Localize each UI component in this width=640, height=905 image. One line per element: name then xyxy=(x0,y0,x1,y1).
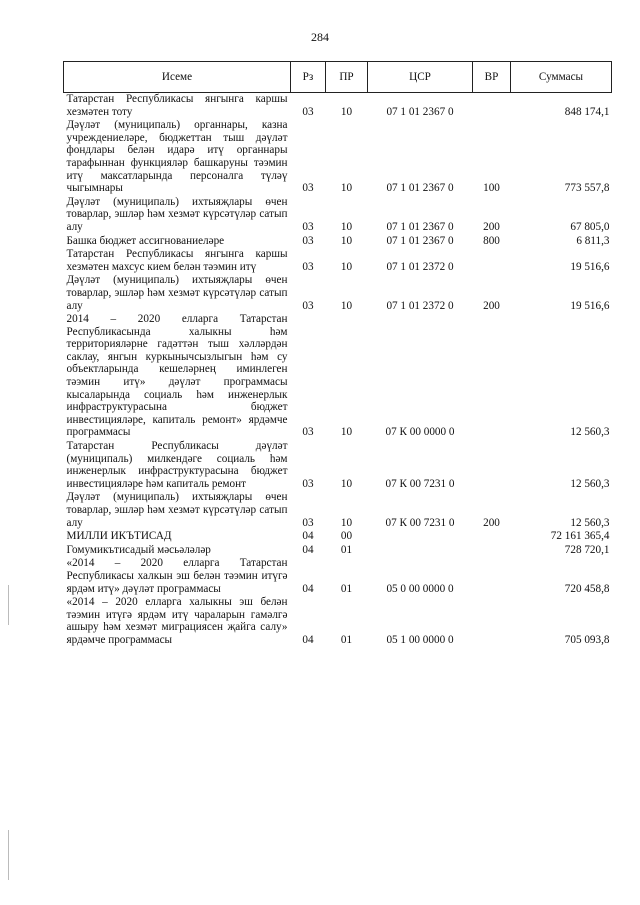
table-row xyxy=(64,312,612,439)
row-rz: 04 xyxy=(302,530,314,543)
row-rz: 03 xyxy=(302,220,314,233)
row-pr: 10 xyxy=(340,220,353,233)
row-rz: 03 xyxy=(302,426,314,439)
row-amount: 6 811,3 xyxy=(576,234,610,247)
scan-margin-mark xyxy=(8,585,9,625)
row-pr: 10 xyxy=(340,234,353,247)
row-vr: 200 xyxy=(483,516,500,529)
row-amount: 705 093,8 xyxy=(564,633,610,646)
row-vr xyxy=(473,93,511,119)
row-vr: 200 xyxy=(483,299,500,312)
table-row xyxy=(64,234,612,248)
col-header-amount: Суммасы xyxy=(511,62,612,93)
row-name: Дәүләт (муниципаль) ихтыяҗлары өчен товарлар, эшләр һәм хезмәт күрсәтүләр сатып алу xyxy=(66,274,288,312)
row-name: «2014 – 2020 елларга халыкны эш белән тәэмин итүгә ярдәм итү чараларын гамәлгә ашыру һәм хезмәт миграциясен җайга салу» ярдәмче программасы xyxy=(66,596,288,646)
row-name: Дәүләт (муниципаль) ихтыяҗлары өчен товарлар, эшләр һәм хезмәт күрсәтүләр сатып алу xyxy=(66,195,288,233)
row-vr xyxy=(473,439,511,490)
row-csr: 07 К 00 7231 0 xyxy=(385,516,455,529)
row-csr xyxy=(368,543,473,557)
row-vr xyxy=(473,595,511,646)
table-row xyxy=(64,247,612,273)
row-pr: 10 xyxy=(340,260,353,273)
scan-margin-mark xyxy=(8,830,9,880)
row-rz: 03 xyxy=(302,260,314,273)
row-pr: 10 xyxy=(340,105,353,118)
row-amount: 773 557,8 xyxy=(564,182,610,195)
row-amount: 720 458,8 xyxy=(564,582,610,595)
row-vr xyxy=(473,556,511,595)
row-vr: 200 xyxy=(483,220,500,233)
row-pr: 01 xyxy=(340,633,353,646)
row-name: Дәүләт (муниципаль) органнары, казна учреждениеләре, бюджеттан тыш дәүләт фондлары белән идарә итү органнары тарафыннан функцияләр башкаруны тәэмин итү максатларында персоналга түләү чыгымнары xyxy=(66,119,288,195)
row-name: «2014 – 2020 елларга Татарстан Республикасы халкын эш белән тәэмин итүгә ярдәм итү» дәүләт программасы xyxy=(66,557,288,595)
row-vr xyxy=(473,529,511,543)
row-csr: 07 1 01 2372 0 xyxy=(386,260,454,273)
table-row xyxy=(64,93,612,119)
page-number: 284 xyxy=(311,30,329,44)
row-amount: 67 805,0 xyxy=(570,220,610,233)
row-name: Татарстан Республикасы дәүләт (муниципаль) милкендәге социаль һәм инженерлык инфраструктурасына бюджет инвестицияләре һәм капиталь ремонт xyxy=(66,440,288,490)
table-header-row xyxy=(64,62,612,93)
row-vr: 800 xyxy=(483,234,500,247)
row-csr: 05 0 00 0000 0 xyxy=(386,582,454,595)
row-amount: 848 174,1 xyxy=(564,105,610,118)
col-header-name: Исеме xyxy=(64,62,291,93)
row-csr: 07 1 01 2367 0 xyxy=(386,105,454,118)
row-csr: 07 1 01 2367 0 xyxy=(386,234,454,247)
row-pr: 10 xyxy=(340,477,353,490)
row-pr: 00 xyxy=(340,530,353,543)
row-name: Дәүләт (муниципаль) ихтыяҗлары өчен товарлар, эшләр һәм хезмәт күрсәтүләр сатып алу xyxy=(66,491,288,529)
row-name: Татарстан Республикасы янгынга каршы хезмәтен махсус кием белән тәэмин итү xyxy=(66,248,288,273)
row-csr: 05 1 00 0000 0 xyxy=(386,633,454,646)
table-row xyxy=(64,543,612,557)
row-rz: 03 xyxy=(302,234,314,247)
row-csr xyxy=(368,529,473,543)
row-name: Татарстан Республикасы янгынга каршы хезмәтен тоту xyxy=(66,93,288,118)
row-pr: 10 xyxy=(340,182,353,195)
row-csr: 07 К 00 0000 0 xyxy=(385,426,455,439)
row-csr: 07 1 01 2367 0 xyxy=(386,220,454,233)
row-pr: 10 xyxy=(340,426,353,439)
budget-table xyxy=(63,61,612,647)
row-rz: 03 xyxy=(302,516,314,529)
row-rz: 04 xyxy=(302,582,314,595)
row-pr: 10 xyxy=(340,299,353,312)
row-rz: 04 xyxy=(302,633,314,646)
table-row xyxy=(64,273,612,312)
row-name: Башка бюджет ассигнованиеләре xyxy=(66,234,225,247)
table-row xyxy=(64,195,612,234)
row-rz: 04 xyxy=(302,543,314,556)
row-name: МИЛЛИ ИКЪТИСАД xyxy=(66,530,172,543)
row-name: 2014 – 2020 елларга Татарстан Республикасында халыкны һәм территорияләрне гадәттән тыш хәлләрдән саклау, янгын куркынычсызлыгын һәм су объектларында кешеләрнең иминлеген тәэмин итү» дәүләт программасы кысаларында социаль һәм инженерлык инфраструктурасына бюджет инвестицияләре, капиталь ремонт» ярдәмче программасы xyxy=(66,313,288,439)
table-row xyxy=(64,595,612,646)
table-row xyxy=(64,490,612,529)
col-header-pr: ПР xyxy=(326,62,368,93)
col-header-vr: ВР xyxy=(473,62,511,93)
col-header-rz: Рз xyxy=(291,62,326,93)
row-rz: 03 xyxy=(302,299,314,312)
row-amount: 728 720,1 xyxy=(564,543,610,556)
row-rz: 03 xyxy=(302,477,314,490)
col-header-csr: ЦСР xyxy=(368,62,473,93)
row-rz: 03 xyxy=(302,182,314,195)
row-csr: 07 К 00 7231 0 xyxy=(385,477,455,490)
table-row xyxy=(64,529,612,543)
table-row xyxy=(64,556,612,595)
row-amount: 12 560,3 xyxy=(570,516,610,529)
row-pr: 10 xyxy=(340,516,353,529)
row-vr xyxy=(473,312,511,439)
table-row xyxy=(64,439,612,490)
row-vr xyxy=(473,543,511,557)
row-amount: 12 560,3 xyxy=(570,477,610,490)
row-rz: 03 xyxy=(302,105,314,118)
row-pr: 01 xyxy=(340,543,353,556)
row-name: Гомумикътисадый мәсьәләләр xyxy=(66,543,211,556)
row-amount: 72 161 365,4 xyxy=(550,530,610,543)
row-amount: 19 516,6 xyxy=(570,260,610,273)
row-csr: 07 1 01 2367 0 xyxy=(386,182,454,195)
row-vr xyxy=(473,247,511,273)
row-amount: 19 516,6 xyxy=(570,299,610,312)
table-row xyxy=(64,118,612,195)
row-pr: 01 xyxy=(340,582,353,595)
row-amount: 12 560,3 xyxy=(570,426,610,439)
row-csr: 07 1 01 2372 0 xyxy=(386,299,454,312)
row-vr: 100 xyxy=(483,182,500,195)
